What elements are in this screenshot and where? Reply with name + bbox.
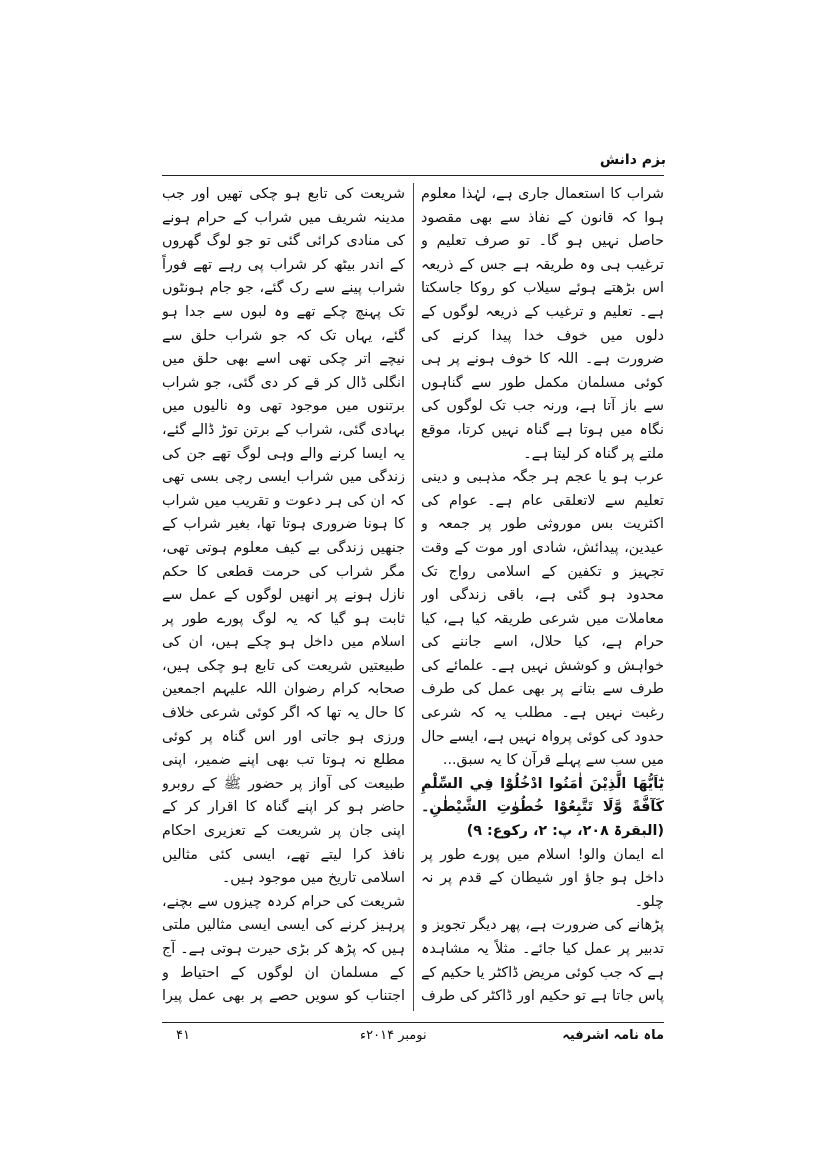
right-column bbox=[421, 183, 664, 1011]
column-divider bbox=[413, 183, 414, 1011]
paragraph: شریعت کی تابع ہو چکی تھیں اور جب مدینہ شریف میں شراب کے حرام ہونے کی منادی کرائی گئی تو جو لوگ گھروں کے اندر بیٹھ کر شراب پی رہے تھے فوراً شراب پینے سے رک گئے، جو جام ہونٹوں تک پہنچ چکے تھے وہ لبوں سے جدا ہو گئے، یہاں تک کہ جو شراب حلق سے نیچے اتر چکی تھی اسے بھی حلق میں انگلی ڈال کر قے کر دی گئی، جو شراب برتنوں میں موجود تھی وہ نالیوں میں بہادی گئی، شراب کے برتن توڑ ڈالے گئے، یہ ایسا کرنے والے وہی لوگ تھے جن کی زندگی میں شراب ایسی رچی بسی تھی کہ ان کی ہر دعوت و تقریب میں شراب کا ہونا ضروری ہوتا تھا، بغیر شراب کے جنھیں زندگی بے کیف معلوم ہوتی تھی، مگر شراب کی حرمت قطعی کا حکم نازل ہونے پر انھیں لوگوں کے عمل سے ثابت ہو گیا کہ یہ لوگ پورے طور پر اسلام میں داخل ہو چکے ہیں، ان کی طبیعتیں شریعت کی تابع ہو چکی ہیں، صحابہ کرام رضوان اللہ علیہم اجمعین کا حال یہ تھا کہ اگر کوئی شرعی خلاف ورزی ہو جاتی اور اس گناہ پر کوئی مطلع نہ ہوتا تب بھی اپنے ضمیر، اپنی طبیعت کی آواز پر حضور ﷺ کے روبرو حاضر ہو کر اپنے گناہ کا اقرار کر کے اپنی جان پر شریعت کے تعزیری احکام نافذ کرا لیتے تھے، ایسی کئی مثالیں اسلامی تاریخ میں موجود ہیں۔ bbox=[162, 186, 405, 887]
paragraph: عرب ہو یا عجم ہر جگہ مذہبی و دینی تعلیم سے لاتعلقی عام ہے۔ عوام کی اکثریت بس موروثی طور پر جمعہ و عیدین، پیدائش، شادی اور موت کے وقت تجہیز و تکفین کے اسلامی رواج تک محدود ہو گئی ہے، باقی زندگی اور معاملات میں شرعی طریقہ کیا ہے، کیا حرام ہے، کیا حلال، اسے جاننے کی خواہش و کوشش نہیں ہے۔ علمائے کی طرف سے بتانے پر بھی عمل کی طرف رغبت نہیں ہے۔ مطلب یہ کہ شرعی حدود کی کوئی پرواہ نہیں ہے، ایسے حال میں سب سے پہلے قرآن کا یہ سبق... bbox=[421, 469, 664, 769]
header-rule bbox=[162, 175, 664, 176]
page-number: ۴۱ bbox=[176, 1028, 190, 1043]
paragraph: پڑھانے کی ضرورت ہے، پھر دیگر تجویز و تدبیر پر عمل کیا جائے۔ مثلاً یہ مشاہدہ ہے کہ جب کوئی مریض ڈاکٹر یا حکیم کے پاس جاتا ہے تو حکیم اور ڈاکٹر کی طرف bbox=[421, 917, 664, 1005]
quran-verse: يٰٓاَيُّهَا الَّذِيْنَ اٰمَنُوا ادْخُلُوْا فِي السِّلْمِ كَآفَّةً وَّلَا تَتَّبِعُوْا خُطُوٰتِ الشَّيْطٰنِ۔ (البقرۃ ۲۰۸، پ: ۲، رکوع: ۹) bbox=[421, 775, 664, 840]
magazine-name: ماہ نامہ اشرفیہ bbox=[562, 1028, 664, 1043]
footer-rule bbox=[162, 1022, 664, 1023]
paragraph: شراب کا استعمال جاری ہے، لہٰذا معلوم ہوا کہ قانون کے نفاذ سے بھی مقصود حاصل نہیں ہو گا۔ تو صرف تعلیم و ترغیب ہی وہ طریقہ ہے جس کے ذریعہ اس بڑھتے ہوئے سیلاب کو روکا جاسکتا ہے۔ تعلیم و ترغیب کے ذریعہ لوگوں کے دلوں میں خوف خدا پیدا کرنے کی ضرورت ہے۔ اللہ کا خوف ہونے پر ہی کوئی مسلمان مکمل طور سے گناہوں سے باز آتا ہے، ورنہ جب تک لوگوں کی نگاہ میں ہوتا ہے گناہ نہیں کرتا، موقع ملتے پر گناہ کر لیتا ہے۔ bbox=[421, 186, 664, 462]
left-column bbox=[162, 183, 405, 1011]
verse-translation: اے ایمان والو! اسلام میں پورے طور پر داخل ہو جاؤ اور شیطان کے قدم پر نہ چلو۔ bbox=[421, 846, 664, 910]
section-title: بزم دانش bbox=[599, 152, 666, 168]
paragraph: شریعت کی حرام کردہ چیزوں سے بچنے، پرہیز کرنے کی ایسی ایسی مثالیں ملتی ہیں کہ پڑھ کر بڑی حیرت ہوتی ہے۔ آج کے مسلمان ان لوگوں کے احتیاط و اجتناب کو سویں حصے پر بھی عمل پیرا bbox=[162, 893, 405, 1005]
issue-date: نومبر ۲۰۱۴ء bbox=[360, 1028, 427, 1043]
